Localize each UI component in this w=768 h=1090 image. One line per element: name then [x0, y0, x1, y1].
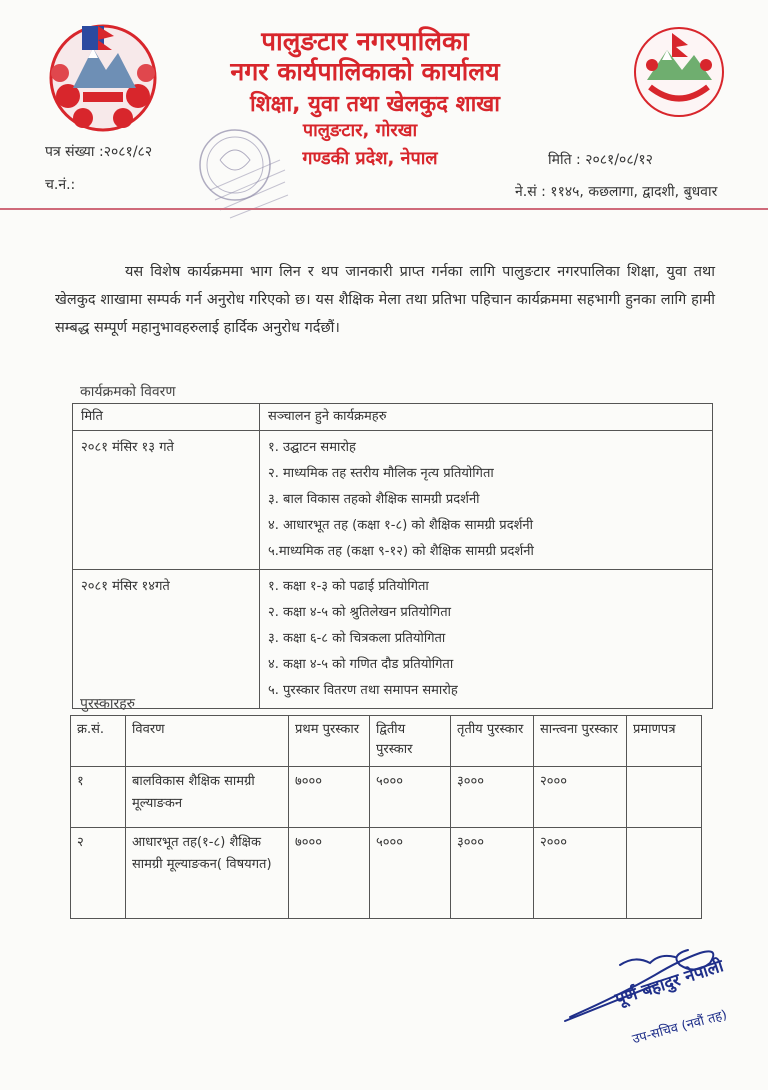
body-paragraph-text: यस विशेष कार्यक्रममा भाग लिन र थप जानकारी प्राप्त गर्नका लागि पालुङटार नगरपालिका शिक्षा, युवा तथा खेलकुद शाखामा सम्पर्क गर्न अनुरोध गरिएको छ। यस शैक्षिक मेला तथा प्रतिभा पहिचान कार्यक्रममा सहभागी हुनका लागि हामी सम्बद्ध सम्पूर्ण महानुभावहरुलाई हार्दिक अनुरोध गर्दछौं।: [55, 264, 715, 336]
award-third: ३०००: [451, 828, 534, 919]
letter-date: मिति : २०८१/०८/१२: [548, 152, 653, 168]
award-consolation: २०००: [534, 767, 627, 828]
table-row: [73, 570, 713, 709]
award-description: आधारभूत तह(१-८) शैक्षिक सामग्री मूल्याङकन( विषयगत): [126, 828, 289, 919]
award-third: ३०००: [451, 767, 534, 828]
list-item: ४. आधारभूत तह (कक्षा १-८) को शैक्षिक सामग्री प्रदर्शनी: [268, 518, 534, 533]
municipality-emblem-logo: [38, 18, 168, 138]
table-row: [71, 767, 702, 828]
list-item: २. माध्यमिक तह स्तरीय मौलिक नृत्य प्रतियोगिता: [268, 466, 494, 481]
award-certificate: [627, 828, 702, 919]
province-line: गण्डकी प्रदेश, नेपाल: [302, 148, 438, 169]
header-description: विवरण: [126, 716, 289, 767]
awards-section-title: पुरस्कारहरु: [80, 696, 136, 712]
list-item: ५. पुरस्कार वितरण तथा समापन समारोह: [268, 683, 458, 698]
letterhead-divider: [0, 208, 768, 210]
nepal-era-date: ने.सं : ११४५, कछलागा, द्वादशी, बुधवार: [515, 184, 718, 200]
program-items: [260, 570, 713, 709]
dispatch-number: च.नं.:: [45, 177, 76, 193]
program-date: २०८१ मंसिर १३ गते: [73, 431, 260, 570]
body-paragraph: [55, 258, 715, 342]
program-items: [260, 431, 713, 570]
program-date: २०८१ मंसिर १४गते: [73, 570, 260, 709]
office-name: नगर कार्यपालिकाको कार्यालय: [230, 57, 500, 86]
header-programs: सञ्चालन हुने कार्यक्रमहरु: [260, 404, 713, 431]
table-row: [71, 828, 702, 919]
list-item: ४. कक्षा ४-५ को गणित दौड प्रतियोगिता: [268, 657, 454, 672]
awards-table-header: [71, 716, 702, 767]
header-certificate: प्रमाणपत्र: [627, 716, 702, 767]
awards-table: [70, 715, 702, 919]
award-second: ५०००: [370, 767, 451, 828]
nepal-government-emblem-logo: [632, 25, 727, 120]
list-item: २. कक्षा ४-५ को श्रुतिलेखन प्रतियोगिता: [268, 605, 451, 620]
list-item: ३. बाल विकास तहको शैक्षिक सामग्री प्रदर्शनी: [268, 492, 480, 507]
award-sn: २: [71, 828, 126, 919]
program-table: [72, 403, 713, 709]
reference-number: पत्र संख्या :२०८१/८२: [45, 144, 153, 160]
header-date: मिति: [73, 404, 260, 431]
table-row: [73, 431, 713, 570]
header-second: द्वितीय पुरस्कार: [370, 716, 451, 767]
address-line: पालुङटार, गोरखा: [302, 120, 418, 141]
signatory-name: पूर्ण बहादुर नेपाली: [612, 956, 726, 1010]
list-item: ५.माध्यमिक तह (कक्षा ९-१२) को शैक्षिक सामग्री प्रदर्शनी: [268, 544, 534, 559]
award-first: ७०००: [289, 767, 370, 828]
award-certificate: [627, 767, 702, 828]
award-description: बालविकास शैक्षिक सामग्री मूल्याङकन: [126, 767, 289, 828]
award-first: ७०००: [289, 828, 370, 919]
award-consolation: २०००: [534, 828, 627, 919]
municipality-name: पालुङटार नगरपालिका: [261, 27, 469, 57]
header-first: प्रथम पुरस्कार: [289, 716, 370, 767]
award-second: ५०००: [370, 828, 451, 919]
list-item: ३. कक्षा ६-८ को चित्रकला प्रतियोगिता: [268, 631, 446, 646]
program-section-title: कार्यक्रमको विवरण: [80, 384, 176, 400]
award-sn: १: [71, 767, 126, 828]
header-third: तृतीय पुरस्कार: [451, 716, 534, 767]
header-consolation: सान्त्वना पुरस्कार: [534, 716, 627, 767]
signatory-title: उप-सचिव (नवौं तह): [630, 1007, 729, 1048]
program-table-header: [73, 404, 713, 431]
list-item: १. उद्घाटन समारोह: [268, 440, 356, 455]
header-sn: क्र.सं.: [71, 716, 126, 767]
section-name: शिक्षा, युवा तथा खेलकुद शाखा: [250, 92, 500, 117]
list-item: १. कक्षा १-३ को पढाई प्रतियोगिता: [268, 579, 429, 594]
